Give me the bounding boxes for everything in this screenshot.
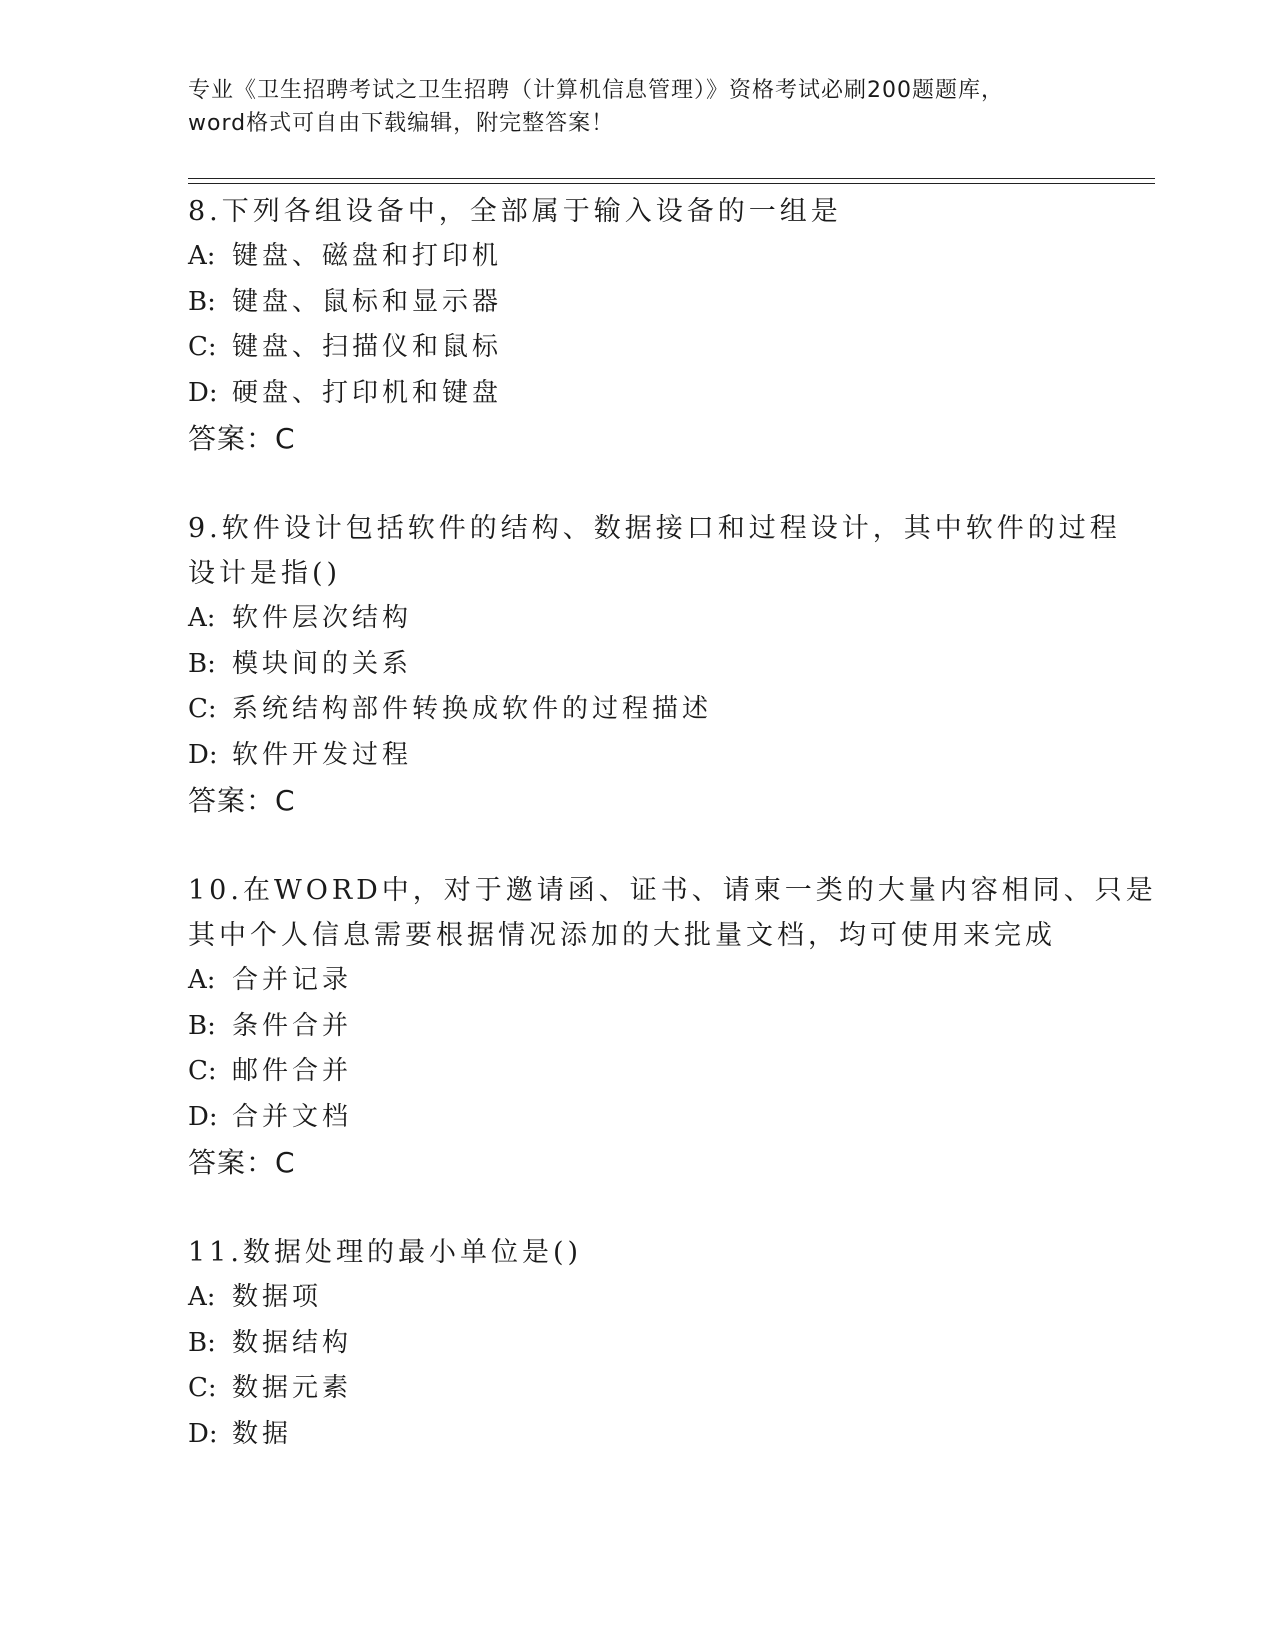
option-letter: A: [188,1282,216,1312]
option-letter: A: [188,603,216,633]
document-header [188,74,1088,140]
question-stem-line: 设计是指() [188,558,342,589]
option-letter: D: [188,377,218,408]
option-letter: C: [188,1373,217,1403]
answer-line: 答案：C [188,1146,296,1179]
option-letter: A: [188,965,216,995]
option-text: 邮件合并 [232,1056,353,1086]
option-d [188,1095,1088,1141]
option-text: 数据项 [232,1282,323,1312]
option-b [188,1321,1088,1367]
header-divider-top [188,178,1155,179]
option-text: 键盘、鼠标和显示器 [232,286,503,317]
option-d [188,1412,1088,1458]
question-9 [188,506,1121,823]
option-text: 合并记录 [232,965,353,995]
option-text: 数据 [232,1418,293,1449]
option-text: 数据元素 [232,1373,353,1403]
question-10 [188,868,1157,1185]
question-list [188,189,1157,1502]
question-stem [188,506,1121,596]
option-c [188,1049,1088,1095]
question-stem-line: 其中个人信息需要根据情况添加的大批量文档，均可使用来完成 [188,920,1056,951]
option-d [188,733,1088,779]
header-line-2: word格式可自由下载编辑，附完整答案！ [188,111,615,136]
question-stem-line: 10.在WORD中，对于邀请函、证书、请柬一类的大量内容相同、只是 [188,875,1157,906]
answer-line: 答案：C [188,422,296,455]
option-text: 系统结构部件转换成软件的过程描述 [232,694,713,724]
option-c [188,1366,1088,1412]
question-stem-line: 11.数据处理的最小单位是() [188,1237,583,1268]
option-letter: B: [188,1327,216,1358]
header-line-1: 专业《卫生招聘考试之卫生招聘（计算机信息管理）》资格考试必刷200题题库， [188,78,1004,103]
option-letter: C: [188,694,217,724]
option-text: 模块间的关系 [232,648,413,679]
option-letter: D: [188,1101,218,1132]
question-stem-line: 9.软件设计包括软件的结构、数据接口和过程设计，其中软件的过程 [188,513,1121,544]
option-a [188,958,1088,1004]
question-stem-line: 8.下列各组设备中，全部属于输入设备的一组是 [188,196,842,227]
option-b [188,642,1088,688]
option-text: 合并文档 [232,1101,353,1132]
option-text: 键盘、扫描仪和鼠标 [232,332,503,362]
option-text: 条件合并 [232,1010,353,1041]
option-letter: B: [188,286,216,317]
option-letter: B: [188,648,216,679]
question-11 [188,1230,1088,1457]
option-text: 数据结构 [232,1327,353,1358]
question-stem [188,868,1157,958]
option-c [188,687,1088,733]
option-letter: C: [188,1056,217,1086]
option-a [188,596,1088,642]
answer-line: 答案：C [188,784,296,817]
option-letter: C: [188,332,217,362]
option-a [188,1275,1088,1321]
option-text: 软件层次结构 [232,603,413,633]
option-letter: D: [188,739,218,770]
option-letter: A: [188,241,216,271]
header-divider-bottom [188,183,1155,184]
option-letter: B: [188,1010,216,1041]
option-text: 键盘、磁盘和打印机 [232,241,503,271]
question-8 [188,189,1088,461]
option-text: 软件开发过程 [232,739,413,770]
option-letter: D: [188,1418,218,1449]
option-a [188,234,1088,280]
question-stem [188,1230,1088,1275]
option-d [188,371,1088,417]
option-text: 硬盘、打印机和键盘 [232,377,503,408]
option-b [188,280,1088,326]
question-stem [188,189,1088,234]
option-b [188,1004,1088,1050]
option-c [188,325,1088,371]
